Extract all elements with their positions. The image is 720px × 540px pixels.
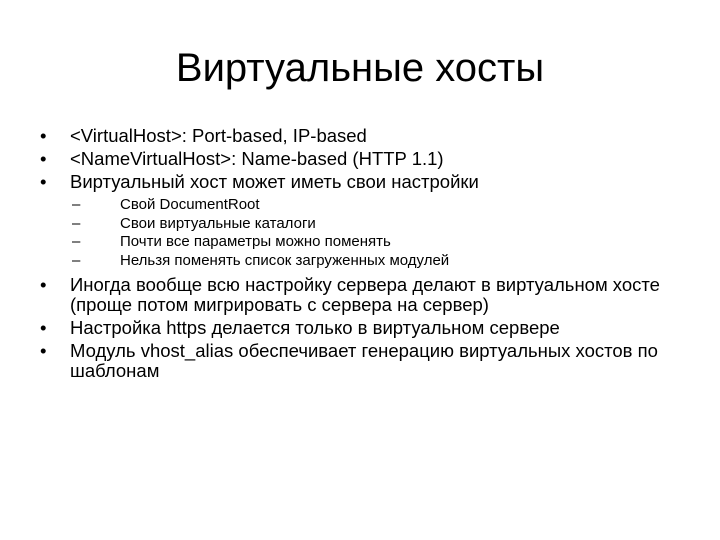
bullet-text: Модуль vhost_alias обеспечивает генерацию виртуальных хостов по шаблонам [70, 340, 658, 381]
sub-bullet-marker: – [72, 233, 81, 250]
bullet-text: Иногда вообще всю настройку сервера делают в виртуальном хосте (проще потом мигрировать с сервера на сервер) [70, 274, 660, 315]
bullet-marker: • [40, 317, 47, 338]
bullet-marker: • [40, 274, 47, 295]
bullet-marker: • [40, 148, 47, 169]
bullet-item [40, 149, 680, 169]
bullet-text: Настройка https делается только в виртуальном сервере [70, 317, 560, 338]
sub-bullet-text: Свой DocumentRoot [120, 196, 260, 213]
sub-bullet-text: Нельзя поменять список загруженных модулей [120, 251, 450, 269]
sub-bullet-item [70, 196, 680, 215]
bullet-item [40, 341, 680, 381]
bullet-item [40, 172, 680, 270]
sub-bullet-text: Свои виртуальные каталоги [120, 214, 316, 232]
bullet-text: <NameVirtualHost>: Name-based (HTTP 1.1) [70, 148, 444, 169]
bullet-list [40, 126, 680, 384]
sub-bullet-text: Почти все параметры можно поменять [120, 233, 391, 250]
bullet-marker: • [40, 340, 47, 361]
bullet-text: Виртуальный хост может иметь свои настройки [70, 171, 479, 192]
sub-bullet-marker: – [72, 196, 81, 213]
sub-bullet-item [70, 252, 680, 271]
sub-bullet-list [70, 196, 680, 270]
slide-title: Виртуальные хосты [175, 46, 545, 90]
sub-bullet-marker: – [72, 251, 81, 269]
bullet-item [40, 275, 680, 315]
sub-bullet-item [70, 215, 680, 234]
sub-bullet-marker: – [72, 214, 81, 232]
bullet-item [40, 318, 680, 338]
bullet-text: <VirtualHost>: Port-based, IP-based [70, 125, 367, 146]
bullet-item [40, 126, 680, 146]
bullet-marker: • [40, 171, 47, 192]
bullet-marker: • [40, 125, 47, 146]
sub-bullet-item [70, 233, 680, 252]
